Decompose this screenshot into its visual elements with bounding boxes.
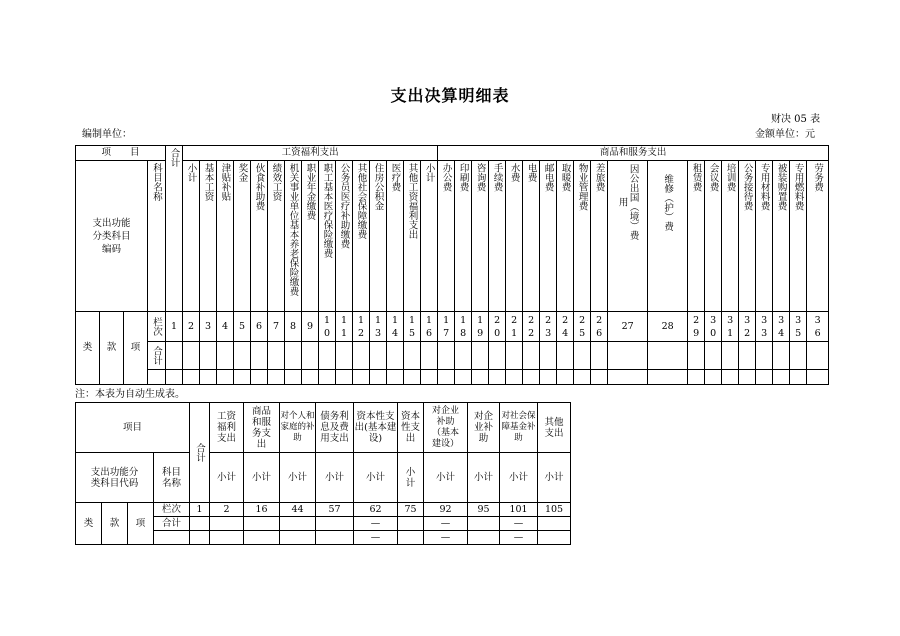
t2-kuan-label: 款: [102, 503, 128, 545]
num-6: 6: [251, 312, 268, 342]
lanci-label: 栏次: [148, 312, 166, 342]
col-12: 其他社会保障缴费: [353, 161, 370, 312]
t2-col-44: 对个人和家庭的补助: [280, 403, 316, 453]
expenditure-detail-table: [75, 145, 829, 385]
num-11: 11: [336, 312, 353, 342]
num-28: 28: [648, 312, 688, 342]
num-20: 20: [489, 312, 506, 342]
num-18: 18: [455, 312, 472, 342]
col-3: 基本工资: [200, 161, 217, 312]
col-8: 机关事业单位基本养老保险缴费: [285, 161, 302, 312]
num-32: 32: [739, 312, 756, 342]
t2-num-92: 92: [424, 503, 468, 517]
col-24: 取暖费: [557, 161, 574, 312]
t2-func-code-header: 支出功能分类科目代码: [76, 453, 154, 503]
num-24: 24: [557, 312, 574, 342]
t2-lei-label: 类: [76, 503, 102, 545]
unit-label: 编制单位：: [82, 129, 132, 140]
num-14: 14: [387, 312, 404, 342]
num-22: 22: [523, 312, 540, 342]
num-19: 19: [472, 312, 489, 342]
t2-sub-2: 小计: [210, 453, 244, 503]
col-30: 会议费: [705, 161, 722, 312]
num-4: 4: [217, 312, 234, 342]
col-18: 印刷费: [455, 161, 472, 312]
t2-num-105: 105: [538, 503, 571, 517]
num-15: 15: [404, 312, 421, 342]
col-28: 维修（护）费: [648, 161, 688, 312]
num-34: 34: [773, 312, 790, 342]
note-text: 注：本表为自动生成表。: [75, 389, 185, 400]
col-11: 公务员医疗补助缴费: [336, 161, 353, 312]
num-27: 27: [608, 312, 648, 342]
t2-col-2: 工资福利支出: [210, 403, 244, 453]
col-21: 水费: [506, 161, 523, 312]
t2-col-92: 对企业补助（基本建设）: [424, 403, 468, 453]
num-2: 2: [183, 312, 200, 342]
t2-sub-16: 小计: [244, 453, 280, 503]
t2-num-101: 101: [500, 503, 538, 517]
t2-sub-57: 小计: [316, 453, 354, 503]
col-23: 邮电费: [540, 161, 557, 312]
t2-col-95: 对企业补助: [468, 403, 500, 453]
t2-sub-62: 小计: [354, 453, 398, 503]
col-14: 医疗费: [387, 161, 404, 312]
col-10: 职工基本医疗保险缴费: [319, 161, 336, 312]
col-2: 小计: [183, 161, 200, 312]
t2-lanci-label: 栏次: [154, 503, 190, 517]
num-12: 12: [353, 312, 370, 342]
t2-subject-name-header: 科目名称: [154, 453, 190, 503]
t2-col-101: 对社会保障基金补助: [500, 403, 538, 453]
t2-num-75: 75: [398, 503, 424, 517]
num-30: 30: [705, 312, 722, 342]
num-9: 9: [302, 312, 319, 342]
page-title: 支出决算明细表: [390, 86, 510, 105]
num-16: 16: [421, 312, 438, 342]
col-22: 电费: [523, 161, 540, 312]
t2-num-2: 2: [210, 503, 244, 517]
heji-row-label: 合计: [148, 342, 166, 370]
num-3: 3: [200, 312, 217, 342]
col-20: 手续费: [489, 161, 506, 312]
num-17: 17: [438, 312, 455, 342]
header-xiangmu: 项 目: [76, 146, 166, 161]
col-15: 其他工资福利支出: [404, 161, 421, 312]
num-5: 5: [234, 312, 251, 342]
col-36: 劳务费: [807, 161, 829, 312]
num-8: 8: [285, 312, 302, 342]
col-35: 专用燃料费: [790, 161, 807, 312]
subject-name-header: 科目名称: [148, 161, 166, 312]
t2-num-44: 44: [280, 503, 316, 517]
xiang-label: 项: [124, 312, 148, 385]
t2-num-57: 57: [316, 503, 354, 517]
col-9: 职业年金缴费: [302, 161, 319, 312]
num-23: 23: [540, 312, 557, 342]
t2-col-heji: 合计: [190, 403, 210, 503]
t2-sub-105: 小计: [538, 453, 571, 503]
col-33: 专用材料费: [756, 161, 773, 312]
col-19: 咨询费: [472, 161, 489, 312]
col-32: 公务接待费: [739, 161, 756, 312]
group-goods: 商品和服务支出: [438, 146, 829, 161]
num-33: 33: [756, 312, 773, 342]
col-29: 租赁费: [688, 161, 705, 312]
t2-col-105: 其他支出: [538, 403, 571, 453]
t2-xiang-label: 项: [128, 503, 154, 545]
num-1: 1: [166, 312, 183, 342]
t2-col-62: 资本性支出(基本建设): [354, 403, 398, 453]
col-27: 因公出国（境）费用: [608, 161, 648, 312]
t2-col-75: 资本性支出: [398, 403, 424, 453]
col-4: 津贴补贴: [217, 161, 234, 312]
t2-dash: —: [354, 517, 398, 531]
t2-dash: —: [354, 531, 398, 545]
num-13: 13: [370, 312, 387, 342]
t2-num-16: 16: [244, 503, 280, 517]
t2-header-xiangmu: 项目: [76, 403, 190, 453]
num-21: 21: [506, 312, 523, 342]
t2-num-95: 95: [468, 503, 500, 517]
t2-num-62: 62: [354, 503, 398, 517]
num-29: 29: [688, 312, 705, 342]
num-36: 36: [807, 312, 829, 342]
t2-col-16: 商品和服务支出: [244, 403, 280, 453]
t2-heji-row-label: 合计: [154, 517, 190, 531]
col-5: 奖金: [234, 161, 251, 312]
col-34: 被装购置费: [773, 161, 790, 312]
col-6: 伙食补助费: [251, 161, 268, 312]
num-26: 26: [591, 312, 608, 342]
col-heji: 合计: [166, 146, 183, 312]
num-35: 35: [790, 312, 807, 342]
t2-sub-92: 小计: [424, 453, 468, 503]
t2-col-57: 债务利息及费用支出: [316, 403, 354, 453]
t2-sub-101: 小计: [500, 453, 538, 503]
col-31: 培训费: [722, 161, 739, 312]
form-code: 财决 05 表: [771, 114, 821, 125]
t2-sub-95: 小计: [468, 453, 500, 503]
kuan-label: 款: [100, 312, 124, 385]
t2-sub-44: 小计: [280, 453, 316, 503]
col-13: 住房公积金: [370, 161, 387, 312]
group-wage: 工资福利支出: [183, 146, 438, 161]
num-10: 10: [319, 312, 336, 342]
col-17: 办公费: [438, 161, 455, 312]
num-25: 25: [574, 312, 591, 342]
t2-dash: —: [500, 517, 538, 531]
num-7: 7: [268, 312, 285, 342]
t2-sub-75: 小计: [398, 453, 424, 503]
col-16: 小计: [421, 161, 438, 312]
col-7: 绩效工资: [268, 161, 285, 312]
num-31: 31: [722, 312, 739, 342]
expenditure-summary-table: [75, 402, 571, 545]
t2-dash: —: [500, 531, 538, 545]
lei-label: 类: [76, 312, 100, 385]
col-25: 物业管理费: [574, 161, 591, 312]
t2-dash: —: [424, 531, 468, 545]
func-code-header: 支出功能分类科目编码: [76, 161, 148, 312]
col-26: 差旅费: [591, 161, 608, 312]
amount-unit: 金额单位：元: [755, 129, 815, 140]
t2-dash: —: [424, 517, 468, 531]
t2-num-1: 1: [190, 503, 210, 517]
